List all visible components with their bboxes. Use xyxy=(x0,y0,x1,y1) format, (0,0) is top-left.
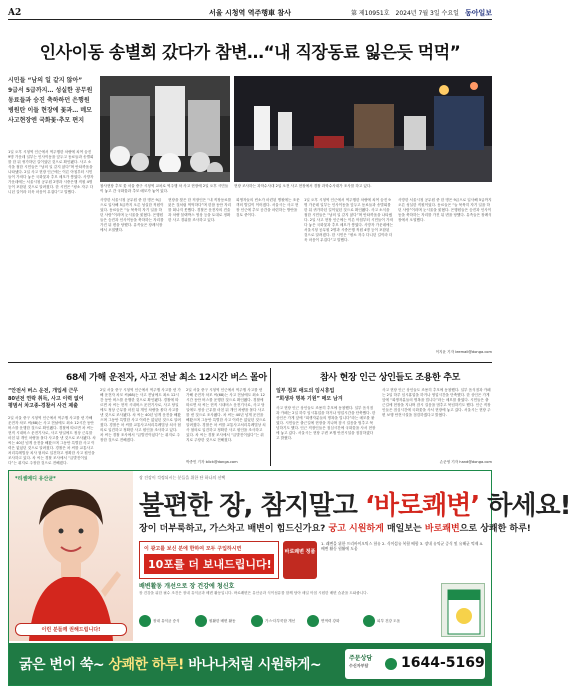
advertisement[interactable] xyxy=(8,470,570,686)
ad-benefit xyxy=(251,611,301,631)
article-right-body-col1: 사고 현장 인근 상인들도 조용히 추모에 동참했다. 일부 음식점과 카페는 2일 하루 임시휴업을 하거나 영업시간을 단축했다. 한 상인은 가게 앞에 “희생자분들의 명복을 빕니다”라는 메모를 붙였다. 시민들은 출근길에 현장을 지나며 잠시 걸음을 멈추고 묵념하기도 했다. 인근 직장인들은 점심시간에 국화꽃을 사서 현장에 놓고 갔다. 서울시는 현장 주변 보행 안전시설을 점검하겠다고 밝혔다. xyxy=(276,406,376,440)
ad-headline-b: ‘바로쾌변’ xyxy=(364,491,480,521)
main-headline: 인사이동 송별회 갔다가 참변…“내 직장동료 잃은듯 먹먹” xyxy=(39,43,461,63)
subhead-line: 평범서 차고종-경찰서 사건 제출 xyxy=(8,403,79,409)
article-left-body-col2: 2일 서울 중구 시청역 인근에서 역주행 사고를 낸 가해 운전자 차모 씨(68)는 사고 전날에도 최소 12시간 동안 버스를 운행한 것으로 확인됐다. 경찰에 따르면 차 씨는 현직 시내버스 운전기사로, 사고 당일에도 정상 근무를 마친 뒤 개인 차량을 몰다 사고를 낸 것으로 조사됐다. 차 씨는 40년 넘게 운전을 해왔으며 그동안 특별한 사고 이력은 없었던 것으로 알려졌다. 경찰은 차 씨를 교통사고처리특례법상 치사 혐의로 입건하고 정확한 사고 원인을 조사하고 있다. 차 씨는 경찰 조사에서 “급발진이었다”는 취지로 주장한 것으로 전해졌다. xyxy=(100,388,181,442)
bowel-movement-icon xyxy=(195,615,207,627)
article-left-subheads xyxy=(8,388,96,411)
sub-deck-line: 시민들 “남의 일 같지 않아” xyxy=(8,77,83,84)
ad-headline-c: 하세요! xyxy=(487,491,570,521)
sub-deck-line: 사고현장엔 국화꽃·추모 편지 xyxy=(8,117,85,124)
subhead-line: 80년전 연락 취득, 사고 이력 없어 xyxy=(8,395,84,402)
ad-benefit-icons xyxy=(139,611,413,631)
article-body-col5: 1일 오후 시청역 인근에서 역주행한 차량에 치여 숨진 9명 가운데 일부는 인사이동을 앞두고 동료들과 송별회를 한 뒤 귀가하던 길이었던 것으로 확인됐다. 사고 소식을 접한 시민들은 “남의 일 같지 않다”며 안타까움을 나타냈다. 2일 사고 현장 인근에는 이른 아침부터 시민들이 가져다 놓은 국화꽃과 추모 메모가 쌓였다. 사망자 가운데에는 서울시청 공무원 2명과 시중은행 직원 4명 등이 포함된 것으로 알려졌다. 한 시민은 “평소 자주 다니던 길이라 더욱 마음이 무겁다”고 말했다. xyxy=(304,198,393,242)
ad-bottom-banner[interactable] xyxy=(9,643,491,685)
article-left-byline: 박종민 기자 blick@donga.com xyxy=(186,460,238,464)
immunity-icon xyxy=(307,615,319,627)
ad-subhead-d: 바로쾌변 xyxy=(424,524,460,534)
gut-flora-icon xyxy=(139,615,151,627)
header-meta xyxy=(351,8,492,18)
subhead-line: “안전서 버스 운전, 개입세 근무 xyxy=(8,388,79,394)
ad-person-caption: 이런 분들께 권해드립니다! xyxy=(15,623,127,636)
ad-benefit-label: 원활한 배변 활동 xyxy=(209,618,236,623)
ad-bottom-a: 굵은 변이 쑥~ xyxy=(19,657,105,673)
ad-section-title: 배변활동 개선으로 장 건강에 청신호 xyxy=(139,583,235,590)
sub-deck-line: 동료들과 승진 축하하던 은행원 xyxy=(8,97,90,104)
newspaper-logo: 동아일보 xyxy=(464,8,492,17)
ad-bottom-c: 바나나처럼 시원하게~ xyxy=(188,657,322,673)
sub-deck xyxy=(8,76,94,126)
ad-coupon[interactable] xyxy=(139,541,279,579)
article-left-body-col3: 2일 서울 중구 시청역 인근에서 역주행 사고를 낸 가해 운전자 차모 씨(68)는 사고 전날에도 최소 12시간 동안 버스를 운행한 것으로 확인됐다. 경찰에 따르면 차 씨는 현직 시내버스 운전기사로, 사고 당일에도 정상 근무를 마친 뒤 개인 차량을 몰다 사고를 낸 것으로 조사됐다. 차 씨는 40년 넘게 운전을 해왔으며 그동안 특별한 사고 이력은 없었던 것으로 알려졌다. 경찰은 차 씨를 교통사고처리특례법상 치사 혐의로 입건하고 정확한 사고 원인을 조사하고 있다. 차 씨는 경찰 조사에서 “급발진이었다”는 취지로 주장한 것으로 전해졌다. xyxy=(186,388,266,442)
ad-phone-label-a: 주문상담 xyxy=(349,655,373,662)
ad-product-image xyxy=(441,583,485,637)
ad-tagline: 장 건강이 걱정되시는 분들을 위한 단 하나의 선택 xyxy=(139,475,226,480)
ad-phone-label xyxy=(349,655,372,668)
memorial-photo-caption: 참사현장 추모 꽃 서울 중구 시청역 교차로 역주행 차 사고 현장에 2일 오후 시민들이 놓고 간 국화꽃과 추모 메모가 놓여 있다. xyxy=(100,184,229,193)
ad-benefit xyxy=(307,611,357,631)
sub-deck-line: 9급서 5급까지… 성실한 공무원 xyxy=(8,87,93,94)
bloating-relief-icon xyxy=(251,615,263,627)
ad-subhead-a: 장이 더부룩하고, 가스차고 배변이 힘드신가요? xyxy=(139,524,326,534)
ad-subhead-e: 으로 상쾌한 하루! xyxy=(459,524,531,534)
article-byline: 이지윤 기자 leemail@donga.com xyxy=(435,350,492,354)
ad-benefit xyxy=(139,611,189,631)
page-header xyxy=(8,6,492,20)
article-right-subheads xyxy=(276,388,376,403)
ad-phone-number[interactable]: 1644-5169 xyxy=(401,655,485,671)
ad-benefit xyxy=(195,611,245,631)
ad-brand-tag: *리셀메디 유산균* xyxy=(15,476,56,482)
article-left-title: 68세 가해 운전자, 사고 전날 최소 12시간 버스 몰아 xyxy=(66,373,267,383)
ad-subhead-c: 매일보는 xyxy=(386,524,422,534)
forensic-photo-caption: 현장 조사하는 과학수사대 2일 오전 사고 현장에서 경찰 과학수사대가 조사를 하고 있다. xyxy=(234,184,372,188)
article-body-col4: 희생자들의 빈소가 마련된 병원에는 조문객의 발길이 이어졌다. 서울시는 사고 현장 인근에 추모 공간을 마련하는 방안을 검토 중이다. xyxy=(236,198,300,217)
article-right-body-col2: 사고 현장 인근 상인들도 조용히 추모에 동참했다. 일부 음식점과 카페는 2일 하루 임시휴업을 하거나 영업시간을 단축했다. 한 상인은 가게 앞에 “희생자분들의 명복을 빕니다”라는 메모를 붙였다. 시민들은 출근길에 현장을 지나며 잠시 걸음을 멈추고 묵념하기도 했다. 인근 직장인들은 점심시간에 국화꽃을 사서 현장에 놓고 갔다. 서울시는 현장 주변 보행 안전시설을 점검하겠다고 밝혔다. xyxy=(382,388,491,417)
ad-subhead xyxy=(139,521,531,534)
subhead-line: 일부 점포 애도의 임시휴업 xyxy=(276,388,335,394)
ad-subhead-b: 궁고 시원하게 xyxy=(328,524,384,534)
forensic-photo xyxy=(234,76,492,182)
ad-genuine-badge: 바로쾌변 정품 xyxy=(283,541,317,579)
ad-benefit-label: 면역력 강화 xyxy=(321,618,340,623)
ad-headline xyxy=(139,485,570,522)
phone-icon xyxy=(385,658,397,670)
sub-deck-line: 병원탄 이들 현장에 꽃과… 메모 xyxy=(8,107,92,114)
ad-bottom-b: 상쾌한 하루! xyxy=(108,657,184,673)
ad-benefit-label: 장내 유익균 증식 xyxy=(153,618,180,623)
article-right-byline: 손준영 기자 hand@donga.com xyxy=(439,460,492,464)
ad-key-points: 1. 쾌변을 위한 프리바이오틱스 함유 2. 식이섬유 복합 배합 3. 장내 유익균 증식 및 유해균 억제 4. 배변 활동 원활에 도움 xyxy=(321,541,484,551)
ad-headline-a: 불편한 장, 참지말고 xyxy=(139,491,357,521)
section-title: 서울 시청역 역주행車 참사 xyxy=(209,8,291,17)
column-divider xyxy=(270,368,271,466)
article-body-col3: 현장을 찾은 한 직장인은 “내 직장동료를 잃은 것처럼 먹먹하다”며 한참 동안 자리를 떠나지 못했다. 경찰은 운전자의 진술과 차량 블랙박스 영상 등을 토대로 정확한 사고 경위를 조사하고 있다. xyxy=(168,198,232,222)
ad-coupon-line1: 이 광고를 보신 분에 한하여 모두 구입하시면 xyxy=(144,546,242,552)
ad-coupon-line2: 10포를 더 보내드립니다! xyxy=(144,554,274,574)
issue-number: 第 제10951호 xyxy=(350,10,390,17)
subhead-line: “희생자 명복 기원” 메모 남겨 xyxy=(276,395,343,402)
ad-order-phone[interactable] xyxy=(345,649,485,679)
article-body-col1: 1일 오후 시청역 인근에서 역주행한 차량에 치여 숨진 9명 가운데 일부는 인사이동을 앞두고 동료들과 송별회를 한 뒤 귀가하던 길이었던 것으로 확인됐다. 사고 소식을 접한 시민들은 “남의 일 같지 않다”며 안타까움을 나타냈다. 2일 사고 현장 인근에는 이른 아침부터 시민들이 가져다 놓은 국화꽃과 추모 메모가 쌓였다. 사망자 가운데에는 서울시청 공무원 2명과 시중은행 직원 4명 등이 포함된 것으로 알려졌다. 한 시민은 “평소 자주 다니던 길이라 더욱 마음이 무겁다”고 말했다. xyxy=(8,150,94,194)
article-right-title: 참사 현장 인근 상인들도 조용한 추모 xyxy=(320,373,461,383)
ad-phone-label-b: 수신자부담 xyxy=(349,662,369,668)
article-left-body-col1: 2일 서울 중구 시청역 인근에서 역주행 사고를 낸 가해 운전자 차모 씨(68)는 사고 전날에도 최소 12시간 동안 버스를 운행한 것으로 확인됐다. 경찰에 따르면 차 씨는 현직 시내버스 운전기사로, 사고 당일에도 정상 근무를 마친 뒤 개인 차량을 몰다 사고를 낸 것으로 조사됐다. 차 씨는 40년 넘게 운전을 해왔으며 그동안 특별한 사고 이력은 없었던 것으로 알려졌다. 경찰은 차 씨를 교통사고처리특례법상 치사 혐의로 입건하고 정확한 사고 원인을 조사하고 있다. 차 씨는 경찰 조사에서 “급발진이었다”는 취지로 주장한 것으로 전해졌다. xyxy=(8,416,96,465)
article-body-col6: 사망한 서울시청 공무원 중 한 명은 9급으로 입사해 5급까지 오른 성실한 직원이었다. 동료들은 “늘 묵묵히 자기 일을 하던 사람”이라며 눈시울을 붉혔다. 은행원들은 승진과 인사이동을 축하하는 자리를 가진 뒤 변을 당했다. 유족들은 장례식장에서 오열했다. xyxy=(398,198,492,222)
issue-date: 2024년 7월 3일 수요일 xyxy=(395,10,459,17)
article-body-col2: 사망한 서울시청 공무원 중 한 명은 9급으로 입사해 5급까지 오른 성실한 직원이었다. 동료들은 “늘 묵묵히 자기 일을 하던 사람”이라며 눈시울을 붉혔다. 은행원들은 승진과 인사이동을 축하하는 자리를 가진 뒤 변을 당했다. 유족들은 장례식장에서 오열했다. xyxy=(100,198,164,232)
ad-benefit-label: 피부 건강 도움 xyxy=(377,618,401,623)
ad-bottom-slogan xyxy=(19,654,321,674)
ad-description: 장 건강을 위한 필수 조건은 장내 유익균과 배변 활동입니다. 바로쾌변은 유산균과 식이섬유를 함께 담아 매일 아침 시원한 배변 습관을 도와줍니다. xyxy=(139,591,368,595)
ad-benefit xyxy=(363,611,413,631)
ad-benefit-label: 가스·더부룩함 개선 xyxy=(265,618,296,623)
memorial-photo xyxy=(100,76,230,182)
ad-spokesperson-image xyxy=(9,471,133,641)
skin-health-icon xyxy=(363,615,375,627)
section-divider xyxy=(8,362,492,363)
page-number: A2 xyxy=(8,7,22,18)
